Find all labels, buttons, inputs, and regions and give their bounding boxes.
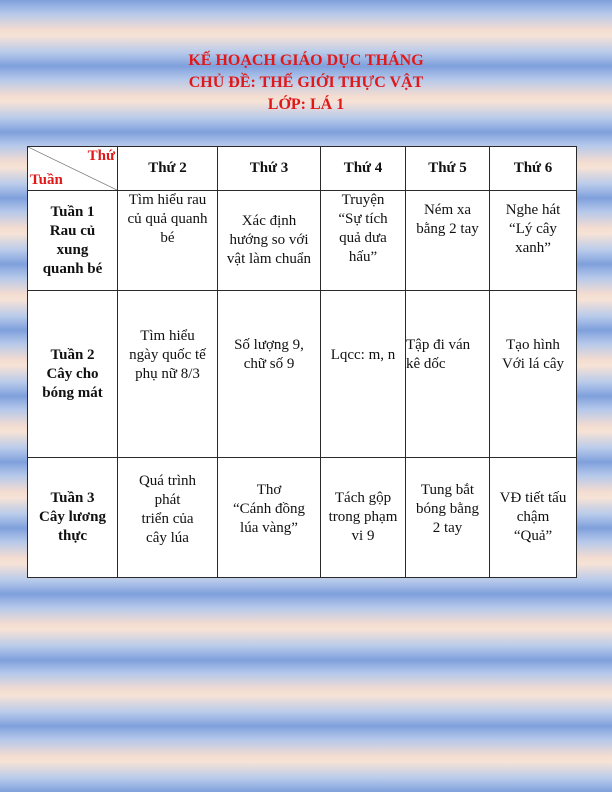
weekly-plan-table bbox=[27, 146, 577, 578]
week-label: Tuần 2 Cây cho bóng mát bbox=[28, 291, 118, 458]
day-header-wed: Thứ 4 bbox=[321, 147, 406, 191]
activity-cell: Tách gộp trong phạm vi 9 bbox=[321, 458, 406, 578]
corner-header bbox=[28, 147, 118, 191]
activity-cell: Quá trình phát triển của cây lúa bbox=[118, 458, 218, 578]
activity-cell: Xác định hướng so với vật làm chuẩn bbox=[218, 191, 321, 291]
activity-cell: Truyện “Sự tích quả dưa hấu” bbox=[321, 191, 406, 291]
activity-cell: VĐ tiết tấu chậm “Quả” bbox=[490, 458, 577, 578]
activity-cell: Tập đi ván kê dốc bbox=[406, 291, 490, 458]
table-row bbox=[28, 291, 577, 458]
activity-cell: Tung bắt bóng bằng 2 tay bbox=[406, 458, 490, 578]
title-line-topic: CHỦ ĐỀ: THẾ GIỚI THỰC VẬT bbox=[188, 74, 424, 91]
activity-cell: Lqcc: m, n bbox=[321, 291, 406, 458]
activity-cell: Nghe hát “Lý cây xanh” bbox=[490, 191, 577, 291]
corner-label-week: Tuần bbox=[30, 172, 63, 188]
activity-cell: Số lượng 9, chữ số 9 bbox=[218, 291, 321, 458]
activity-cell: Thơ “Cánh đồng lúa vàng” bbox=[218, 458, 321, 578]
header-row bbox=[28, 147, 577, 191]
activity-cell: Tìm hiểu ngày quốc tế phụ nữ 8/3 bbox=[118, 291, 218, 458]
day-header-fri: Thứ 6 bbox=[490, 147, 577, 191]
activity-cell: Tìm hiểu rau củ quả quanh bé bbox=[118, 191, 218, 291]
day-header-tue: Thứ 3 bbox=[218, 147, 321, 191]
title-line-plan: KẾ HOẠCH GIÁO DỤC THÁNG bbox=[188, 52, 424, 69]
week-label: Tuần 1 Rau củ xung quanh bé bbox=[28, 191, 118, 291]
day-header-thu: Thứ 5 bbox=[406, 147, 490, 191]
document-title bbox=[0, 50, 612, 116]
activity-cell: Ném xa bằng 2 tay bbox=[406, 191, 490, 291]
table-row bbox=[28, 458, 577, 578]
table-row bbox=[28, 191, 577, 291]
day-header-mon: Thứ 2 bbox=[118, 147, 218, 191]
title-line-class: LỚP: LÁ 1 bbox=[267, 96, 345, 113]
activity-cell: Tạo hình Với lá cây bbox=[490, 291, 577, 458]
week-label: Tuần 3 Cây lương thực bbox=[28, 458, 118, 578]
corner-label-day: Thứ bbox=[87, 148, 115, 164]
